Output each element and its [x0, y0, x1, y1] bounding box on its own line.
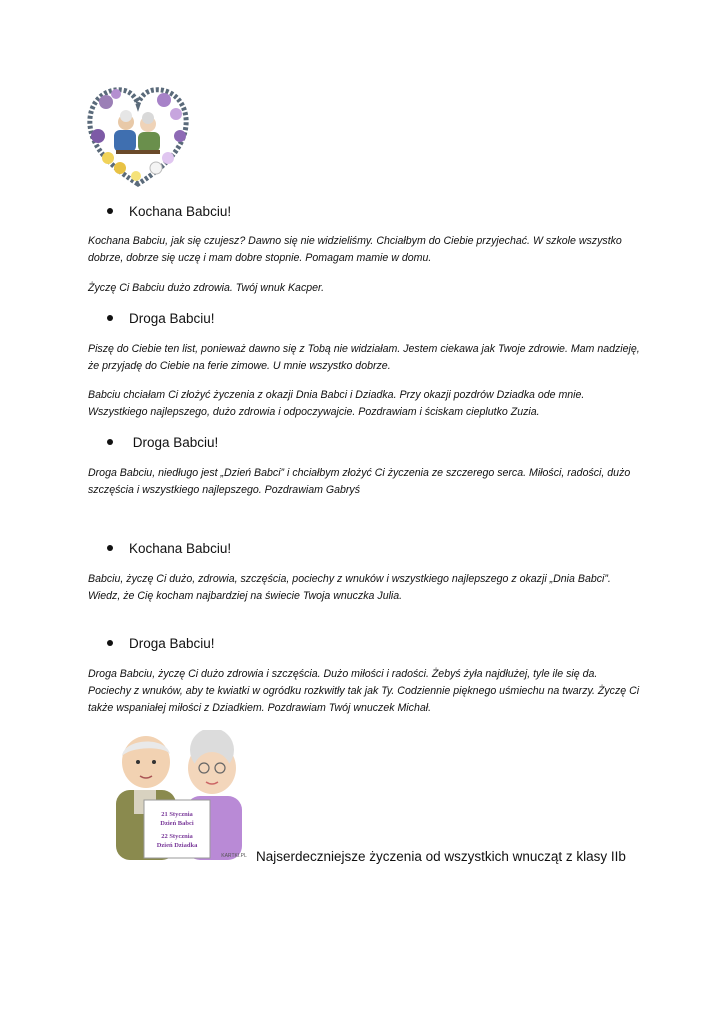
- heading-text: Droga Babciu!: [129, 435, 219, 450]
- bullet-icon: [107, 640, 113, 646]
- footer-wishes: Najserdeczniejsze życzenia od wszystkich wnucząt z klasy IIb: [256, 849, 626, 864]
- card-line-3: 22 Stycznia: [161, 833, 193, 840]
- paragraph: Życzę Ci Babciu dużo zdrowia. Twój wnuk Kacper.: [88, 282, 325, 294]
- letter-3-body: [88, 465, 640, 499]
- letter-1-heading: [107, 203, 231, 221]
- paragraph: Babciu chciałam Ci złożyć życzenia z okazji Dnia Babci i Dziadka. Przy okazji pozdrów Dziadka ode mnie. Wszystkiego najlepszego, dużo zdrowia i odpoczywajcie. Pozdrawiam i ściskam cieplutko Zuzia.: [88, 389, 585, 418]
- grandparents-card-illustration: [104, 730, 256, 860]
- card-line-4: Dzień Dziadka: [156, 842, 198, 849]
- card-watermark: KARTKI.PL: [221, 853, 247, 859]
- letter-2-heading: [107, 310, 215, 328]
- paragraph: Piszę do Ciebie ten list, ponieważ dawno się z Tobą nie widziałam. Jestem ciekawa jak Twoje zdrowie. Mam nadzieję, że przyjadę do Ciebie na ferie zimowe. U mnie wszystko dobrze.: [88, 343, 640, 372]
- card-line-1: 21 Stycznia: [161, 811, 193, 818]
- heading-text: Kochana Babciu!: [129, 541, 232, 556]
- letter-2-body: [88, 341, 640, 375]
- heading-text: Droga Babciu!: [129, 311, 215, 326]
- letter-1-body: [88, 233, 640, 267]
- paragraph: Kochana Babciu, jak się czujesz? Dawno się nie widzieliśmy. Chciałbym do Ciebie przyjechać. W szkole wszystko dobrze, dobrze się uczę i mam dobre stopnie. Pomagam mamie w domu.: [88, 235, 622, 264]
- letter-5-body: [88, 666, 640, 717]
- paragraph: Babciu, życzę Ci dużo, zdrowia, szczęścia, pociechy z wnuków i wszystkiego najlepszego z okazji „Dnia Babci”. Wiedz, że Cię kocham najbardziej na świecie Twoja wnuczka Julia.: [88, 573, 611, 602]
- letter-4-body: [88, 571, 640, 605]
- paragraph: Droga Babciu, życzę Ci dużo zdrowia i szczęścia. Dużo miłości i radości. Żebyś żyła najdłużej, tyle ile się da. Pociechy z wnuków, aby te kwiatki w ogródku rozkwitły tak jak Ty. Codziennie pięknego uśmiechu na twarzy. Życzę Ci także wspaniałej miłości z Dziadkiem. Pozdrawiam Twój wnuczek Michał.: [88, 668, 640, 714]
- bullet-icon: [107, 315, 113, 321]
- letter-1-signature: [88, 280, 640, 297]
- bullet-icon: [107, 208, 113, 214]
- heading-text: Kochana Babciu!: [129, 204, 232, 219]
- bullet-icon: [107, 545, 113, 551]
- grandparents-heart-wreath-image: [86, 84, 190, 192]
- paragraph: Droga Babciu, niedługo jest „Dzień Babci” i chciałbym złożyć Ci życzenia ze szczerego serca. Miłości, radości, dużo szczęścia i wszystkiego najlepszego. Pozdrawiam Gabryś: [88, 467, 631, 496]
- card-line-2: Dzień Babci: [160, 820, 194, 827]
- letter-2-wishes: [88, 387, 640, 421]
- letter-5-heading: [107, 635, 215, 653]
- letter-3-heading: [107, 434, 218, 452]
- bullet-icon: [107, 439, 113, 445]
- letter-4-heading: [107, 540, 231, 558]
- heading-text: Droga Babciu!: [129, 636, 215, 651]
